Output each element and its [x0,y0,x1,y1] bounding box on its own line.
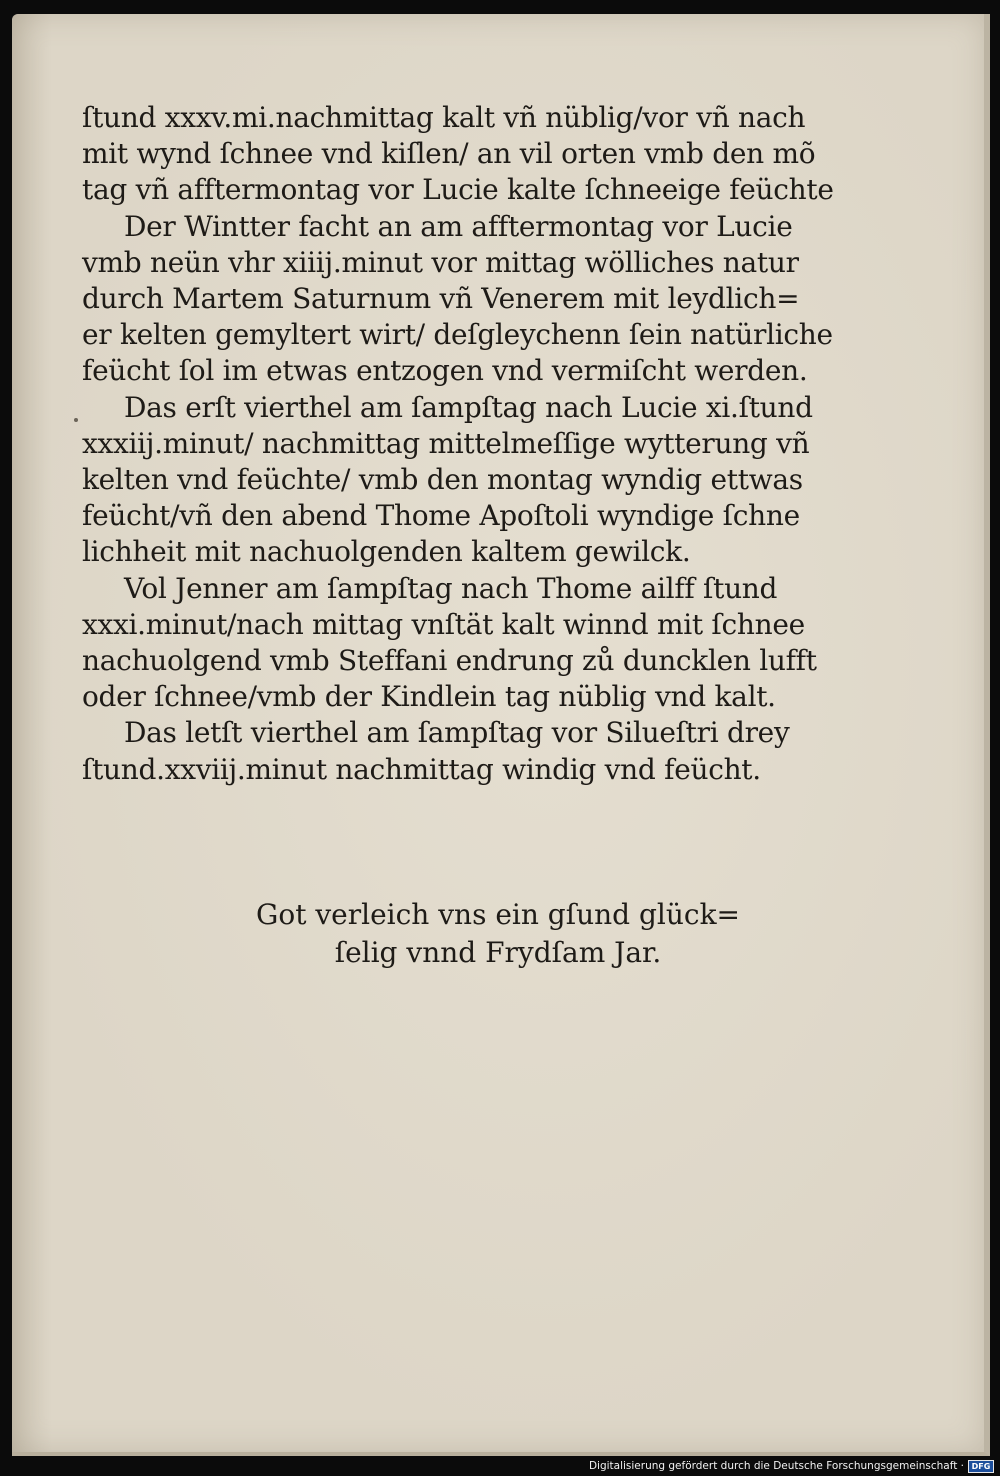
dfg-logo: DFG [968,1460,994,1473]
footer-bar [0,1458,1000,1476]
funding-credit: Digitalisierung gefördert durch die Deutsche Forschungsgemeinschaft · [588,1460,964,1472]
text-line: vmb neün vhr xiiij.minut vor mittag wöllіches natur [82,245,799,279]
closing-line: Got verleich vns ein gſund glück= [255,898,741,931]
text-line: xxxi.minut/nach mittag vnſtät kalt winnd mit ſchnee [82,607,805,641]
text-line: kelten vnd feüchte/ vmb den montag wyndig ettwas [82,463,803,497]
text-line: Der Wintter facht an am afftermontag vor Lucie [124,209,793,243]
ink-speck [74,418,78,422]
text-line: er kelten gemyltert wirt/ deſgleychenn ſein natürliche [82,318,833,352]
book-page [12,14,990,1456]
text-line: Das erſt vierthel am ſampſtag nach Lucie xi.ſtund [124,390,813,424]
text-line: oder ſchnee/vmb der Kindlein tag nüblig vnd kalt. [82,680,776,714]
text-line: nachuolgend vmb Steffani endrung zů duncklen lufft [82,644,817,678]
text-line: durch Martem Saturnum vñ Venerem mit leydlich= [82,282,800,316]
text-line: lichheit mit nachuolgenden kaltem gewilck. [82,535,691,569]
text-line: Das letſt vierthel am ſampſtag vor Silueſtri drey [124,716,790,750]
text-line: mit wynd ſchnee vnd kiſlen/ an vil orten vmb den mõ [82,137,816,171]
text-line: feücht ſol im etwas entzogen vnd vermiſcht werden. [82,354,808,388]
closing-blessing [12,896,984,972]
body-text [82,100,942,788]
closing-line: ſelig vnnd Frydſam Jar. [334,936,662,969]
text-line: feücht/vñ den abend Thome Apoſtoli wyndige ſchne [82,499,800,533]
text-line: ſtund.xxviij.minut nachmittag windig vnd feücht. [82,752,761,786]
text-line: ſtund xxxv.mi.nachmittag kalt vñ nüblig/vor vñ nach [82,101,806,134]
text-line: xxxiij.minut/ nachmittag mittelmeſſige wytterung vñ [82,426,810,460]
text-line: tag vñ afftermontag vor Lucie kalte ſchneeige feüchte [82,173,834,207]
text-line: Vol Jenner am ſampſtag nach Thome ailff ſtund [124,571,778,605]
